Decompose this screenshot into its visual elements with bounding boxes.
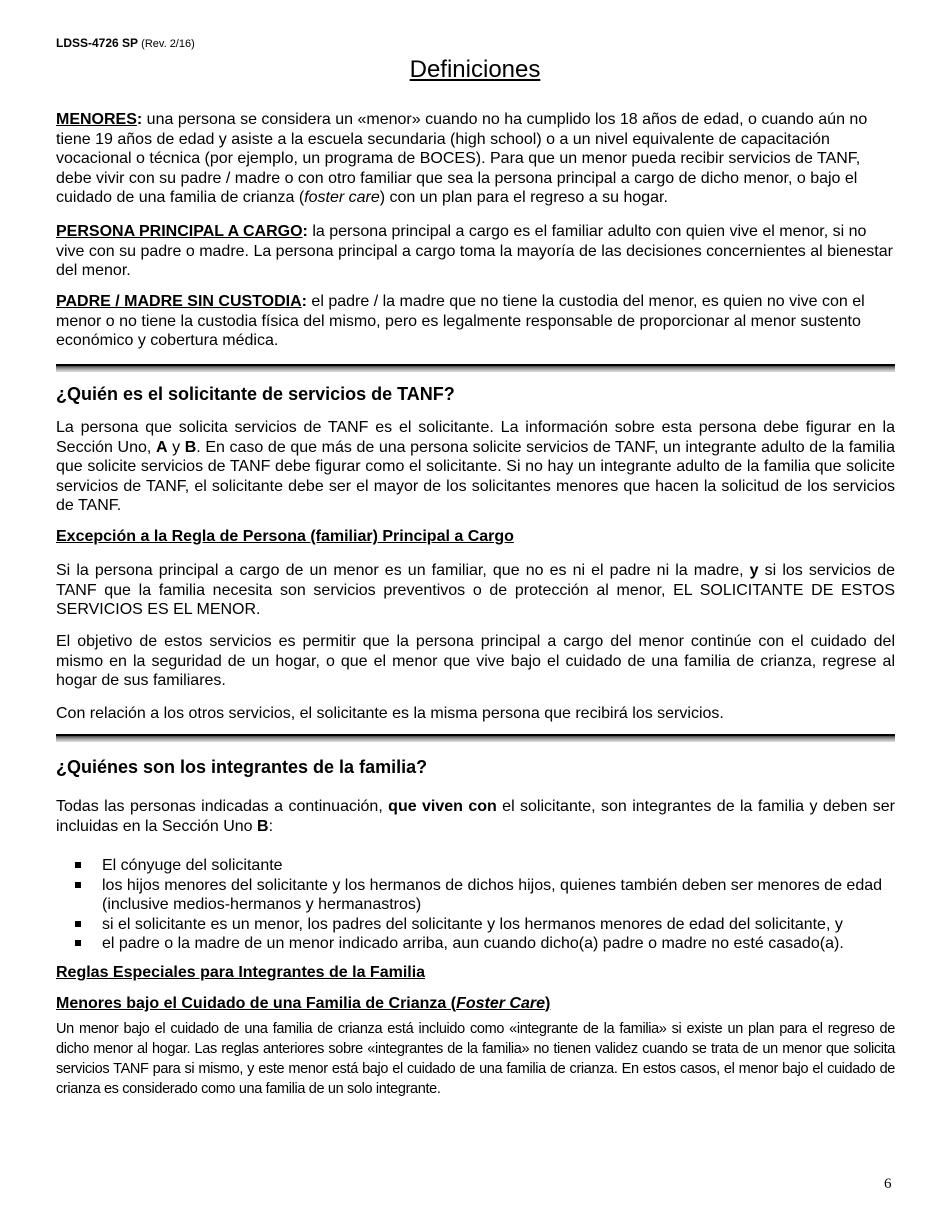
list-item: los hijos menores del solicitante y los hermanos de dichos hijos, quienes también deben ser menores de edad (inclusive medios-hermanos y hermanastros) xyxy=(56,876,895,915)
heading-applicant: ¿Quién es el solicitante de servicios de TANF? xyxy=(56,384,455,404)
definition-persona-principal: PERSONA PRINCIPAL A CARGO: la persona principal a cargo es el familiar adulto con quien vive el menor, si no vive con su padre o madre. La persona principal a cargo toma la mayoría de las decisiones concernientes al bienestar del menor. xyxy=(56,223,893,279)
term-persona-principal: PERSONA PRINCIPAL A CARGO xyxy=(56,223,303,240)
page-number: 6 xyxy=(884,1176,892,1192)
exception-paragraph: Si la persona principal a cargo de un menor es un familiar, que no es ni el padre ni la madre, y si los servicios de TANF que la familia necesita son servicios preventivos o de protección al menor, EL SOLICITANTE DE ESTOS SERVICIOS ES EL MENOR. xyxy=(56,562,895,618)
heading-exception: Excepción a la Regla de Persona (familiar) Principal a Cargo xyxy=(56,528,514,545)
form-revision: (Rev. 2/16) xyxy=(141,38,195,50)
term-menores: MENORES xyxy=(56,111,137,128)
list-item: El cónyuge del solicitante xyxy=(56,856,895,876)
foster-care-paragraph: Un menor bajo el cuidado de una familia de crianza está incluido como «integrante de la familia» si existe un plan para el regreso de dicho menor al hogar. Las reglas anteriores sobre «integrantes de la familia» no tienen validez cuando se trata de un menor que solicita servicios TANF para si mismo, y este menor está bajo el cuidado de una familia de crianza. En estos casos, el menor bajo el cuidado de crianza es considerado como una familia de un solo integrante. xyxy=(56,1021,895,1097)
applicant-paragraph: La persona que solicita servicios de TANF es el solicitante. La información sobre esta persona debe figurar en la Sección Uno, A y B. En caso de que más de una persona solicite servicios de TANF, un integrante adulto de la familia que solicite servicios de TANF debe figurar como el solicitante. Si no hay un integrante adulto de la familia que solicite servicios de TANF, el solicitante debe ser el mayor de los solicitantes menores que hacen la solicitud de los servicios de TANF. xyxy=(56,419,896,514)
list-item: el padre o la madre de un menor indicado arriba, aun cuando dicho(a) padre o madre no esté casado(a). xyxy=(56,934,895,954)
household-intro: Todas las personas indicadas a continuación, que viven con el solicitante, son integrantes de la familia y deben ser incluidas en la Sección Uno B: xyxy=(56,798,895,835)
list-item: si el solicitante es un menor, los padres del solicitante y los hermanos menores de edad del solicitante, y xyxy=(56,915,895,935)
form-id xyxy=(56,36,195,50)
other-services-paragraph: Con relación a los otros servicios, el solicitante es la misma persona que recibirá los servicios. xyxy=(56,705,724,722)
term-padre-madre: PADRE / MADRE SIN CUSTODIA xyxy=(56,293,302,310)
form-number: LDSS-4726 SP xyxy=(56,36,138,50)
household-members-list xyxy=(56,856,895,954)
objective-paragraph: El objetivo de estos servicios es permitir que la persona principal a cargo del menor continúe con el cuidado del mismo en la seguridad de un hogar, o que el menor que vive bajo el cuidado de una familia de crianza, regrese al hogar de sus familiares. xyxy=(56,633,895,689)
page-title: Definiciones xyxy=(409,56,541,83)
heading-foster-care: Menores bajo el Cuidado de una Familia de Crianza (Foster Care) xyxy=(56,995,551,1012)
heading-special-rules: Reglas Especiales para Integrantes de la Familia xyxy=(56,964,426,981)
definition-menores: MENORES: una persona se considera un «menor» cuando no ha cumplido los 18 años de edad, o cuando aún no tiene 19 años de edad y asiste a la escuela secundaria (high school) o a un nivel equivalente de capacitación vocacional o técnica (por ejemplo, un programa de BOCES). Para que un menor pueda recibir servicios de TANF, debe vivir con su padre / madre o con otro familiar que sea la persona principal a cargo de dicho menor, o bajo el cuidado de una familia de crianza (foster care) con un plan para el regreso a su hogar. xyxy=(56,111,868,206)
section-divider xyxy=(56,364,895,372)
definition-padre-madre: PADRE / MADRE SIN CUSTODIA: el padre / la madre que no tiene la custodia del menor, es quien no vive con el menor o no tiene la custodia física del mismo, pero es legalmente responsable de proporcionar al menor sustento económico y cobertura médica. xyxy=(56,293,865,349)
section-divider xyxy=(56,734,895,742)
heading-household: ¿Quiénes son los integrantes de la familia? xyxy=(56,757,428,777)
